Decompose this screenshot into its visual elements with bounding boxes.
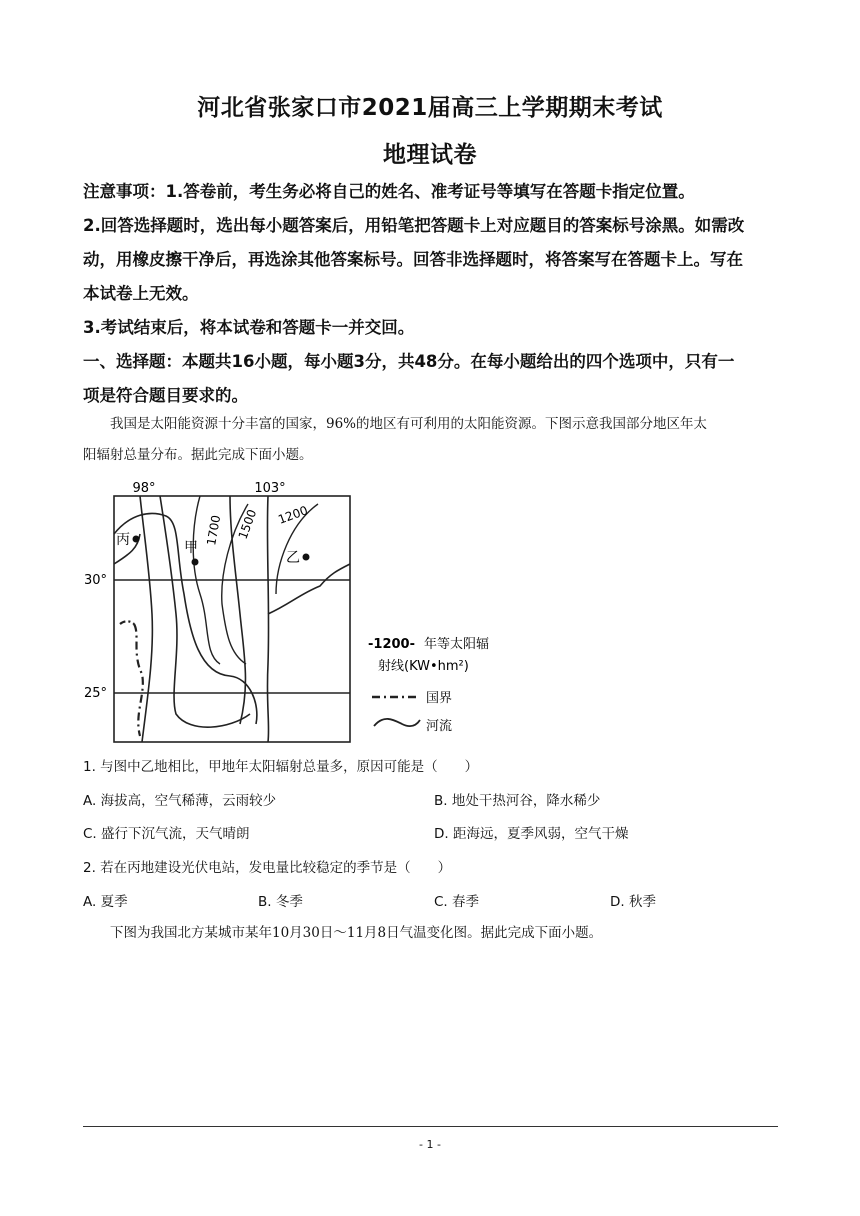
legend-river-label: 河流	[426, 719, 453, 734]
note-2c: 本试卷上无效。	[83, 284, 199, 303]
note-1: 注意事项：1.答卷前，考生务必将自己的姓名、准考证号等填写在答题卡指定位置。	[83, 182, 695, 201]
river-7	[268, 564, 350, 614]
intro-paragraph-1	[83, 409, 779, 471]
place-jia-dot	[192, 559, 199, 566]
question-2-stem: 2. 若在丙地建设光伏电站，发电量比较稳定的季节是（ ）	[83, 860, 452, 876]
section-1-heading-b: 项是符合题目要求的。	[83, 386, 248, 405]
legend-isoline-value: -1200-	[368, 637, 415, 652]
solar-radiation-map	[80, 474, 540, 744]
q2-option-d: D. 秋季	[610, 894, 656, 910]
place-yi-dot	[303, 554, 310, 561]
lon-98-label: 98°	[132, 481, 156, 496]
note-2b: 动，用橡皮擦干净后，再选涂其他答案标号。回答非选择题时，将答案写在答题卡上。写在	[83, 250, 743, 269]
intro-1-line-a: 我国是太阳能资源十分丰富的国家，96%的地区有可利用的太阳能资源。下图示意我国部分地区年太	[110, 416, 708, 432]
q2-option-c: C. 春季	[434, 894, 480, 910]
q1-option-b: B. 地处干热河谷，降水稀少	[434, 793, 601, 809]
isoline-1700-label: 1700	[204, 514, 224, 547]
isoline-1500-label: 1500	[235, 507, 260, 542]
place-jia-label: 甲	[184, 540, 198, 556]
q2-option-a: A. 夏季	[83, 894, 128, 910]
page-number: - 1 -	[419, 1138, 441, 1151]
place-bing-dot	[133, 536, 140, 543]
question-1-stem: 1. 与图中乙地相比，甲地年太阳辐射总量多，原因可能是（ ）	[83, 759, 479, 775]
q1-option-c: C. 盛行下沉气流，天气晴朗	[83, 826, 250, 842]
river-5	[267, 496, 268, 742]
q1-option-a: A. 海拔高，空气稀薄，云雨较少	[83, 793, 277, 809]
lat-30-label: 30°	[84, 573, 108, 588]
intro-2-line: 下图为我国北方某城市某年10月30日～11月8日气温变化图。据此完成下面小题。	[110, 925, 603, 941]
national-border-path-2	[120, 621, 134, 624]
section-1-heading-a: 一、选择题：本题共16小题，每小题3分，共48分。在每小题给出的四个选项中，只有一	[83, 352, 735, 371]
legend-river-symbol	[374, 719, 420, 726]
notes-block	[83, 175, 781, 413]
legend-border-label: 国界	[426, 691, 453, 706]
q1-option-d: D. 距海远，夏季风弱，空气干燥	[434, 826, 629, 842]
legend-isoline-text-1: 年等太阳辐	[424, 637, 490, 652]
isoline-1200-label: 1200	[276, 503, 310, 527]
exam-title: 河北省张家口市2021届高三上学期期末考试	[197, 95, 663, 121]
national-border-path	[134, 624, 143, 736]
footer-divider	[83, 1126, 778, 1127]
place-bing-label: 丙	[116, 532, 130, 548]
note-2a: 2.回答选择题时，选出每小题答案后，用铅笔把答题卡上对应题目的答案标号涂黑。如需改	[83, 216, 745, 235]
note-3: 3.考试结束后，将本试卷和答题卡一并交回。	[83, 318, 415, 337]
map-legend	[368, 636, 489, 734]
intro-1-line-b: 阳辐射总量分布。据此完成下面小题。	[83, 447, 313, 463]
exam-subtitle: 地理试卷	[383, 142, 477, 168]
lon-103-label: 103°	[254, 481, 286, 496]
lat-25-label: 25°	[84, 686, 108, 701]
river-1	[140, 496, 152, 742]
intro-paragraph-2	[83, 918, 779, 949]
q2-option-b: B. 冬季	[258, 894, 303, 910]
legend-isoline-text-2: 射线(KW•hm²)	[378, 659, 469, 674]
place-yi-label: 乙	[286, 550, 300, 566]
